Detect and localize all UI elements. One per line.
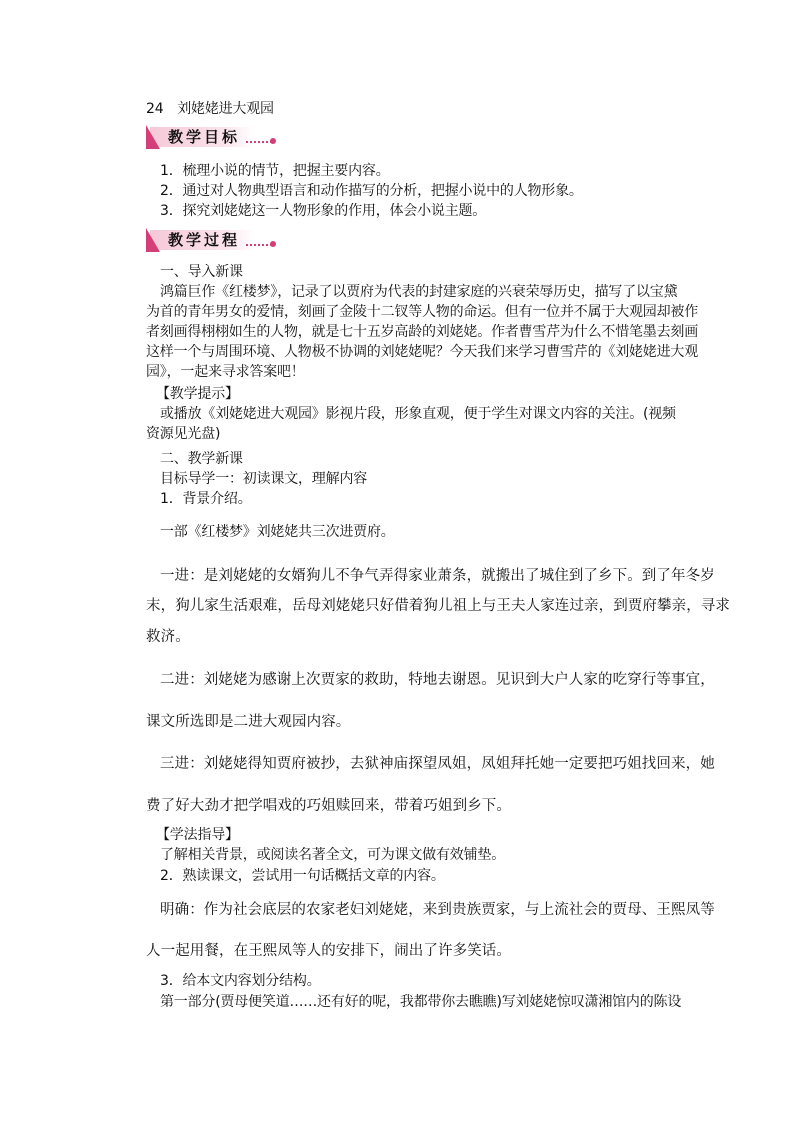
background-intro: 一部《红楼梦》刘姥姥共三次进贾府。	[160, 524, 395, 540]
numbered-item: 1．背景介绍。	[160, 491, 252, 507]
target-heading: 目标导学一：初读课文，理解内容	[160, 471, 367, 487]
part-heading: 一、导入新课	[160, 264, 243, 280]
structure-line: 第一部分(贾母便笑道……还有好的呢，我都带你去瞧瞧)写刘姥姥惊叹潇湘馆内的陈设	[160, 994, 682, 1010]
intro-line: 这样一个与周围环境、人物极不协调的刘姥姥呢？今天我们来学习曹雪芹的《刘姥姥进大观	[146, 344, 698, 360]
goal-item: 2．通过对人物典型语言和动作描写的分析，把握小说中的人物形象。	[160, 183, 583, 199]
goal-item: 3．探究刘姥姥这一人物形象的作用，体会小说主题。	[160, 203, 487, 219]
heading-dots	[246, 141, 272, 145]
visit-one-line: 一进：是刘姥姥的女婿狗儿不争气弄得家业萧条，就搬出了城住到了乡下。到了年冬岁	[160, 568, 715, 584]
heading-triangle-icon	[146, 228, 160, 252]
answer-line: 明确：作为社会底层的农家老妇刘姥姥，来到贵族贾家，与上流社会的贾母、王熙凤等	[160, 902, 715, 918]
tip-heading: 【教学提示】	[156, 386, 239, 402]
answer-line: 人一起用餐，在王熙凤等人的安排下，闹出了许多笑话。	[146, 943, 511, 959]
goal-item: 1．梳理小说的情节，把握主要内容。	[160, 163, 390, 179]
numbered-item: 2．熟读课文，尝试用一句话概括文章的内容。	[160, 868, 445, 884]
heading-triangle-icon	[146, 125, 160, 149]
method-heading: 【学法指导】	[156, 827, 239, 843]
heading-dots	[246, 244, 272, 248]
visit-three-line: 费了好大劲才把学唱戏的巧姐赎回来，带着巧姐到乡下。	[146, 798, 511, 814]
section-heading-goals	[146, 125, 270, 151]
part-heading: 二、教学新课	[160, 451, 243, 467]
intro-line: 园》，一起来寻求答案吧！	[146, 364, 305, 380]
intro-line: 者刻画得栩栩如生的人物，就是七十五岁高龄的刘姥姥。作者曹雪芹为什么不惜笔墨去刻画	[146, 324, 698, 340]
heading-dot-icon	[270, 138, 276, 144]
heading-label: 教学目标	[168, 128, 241, 146]
visit-three-line: 三进：刘姥姥得知贾府被抄，去狱神庙探望凤姐，凤姐拜托她一定要把巧姐找回来，她	[160, 756, 715, 772]
tip-line: 资源见光盘)	[146, 426, 221, 442]
heading-label: 教学过程	[168, 231, 241, 249]
heading-dot-icon	[270, 241, 276, 247]
tip-line: 或播放《刘姥姥进大观园》影视片段，形象直观，便于学生对课文内容的关注。(视频	[160, 406, 676, 422]
intro-line: 为首的青年男女的爱情，刻画了金陵十二钗等人物的命运。但有一位并不属于大观园却被作	[146, 304, 698, 320]
lesson-title: 24 刘姥姥进大观园	[146, 101, 274, 117]
visit-two-line: 课文所选即是二进大观园内容。	[146, 714, 351, 730]
method-text: 了解相关背景，或阅读名著全文，可为课文做有效铺垫。	[160, 847, 505, 863]
numbered-item: 3．给本文内容划分结构。	[160, 973, 321, 989]
intro-line: 鸿篇巨作《红楼梦》，记录了以贾府为代表的封建家庭的兴衰荣辱历史，描写了以宝黛	[160, 284, 678, 300]
visit-two-line: 二进：刘姥姥为感谢上次贾家的救助，特地去谢恩。见识到大户人家的吃穿行等事宜，	[160, 672, 715, 688]
visit-one-line: 救济。	[146, 629, 190, 645]
section-heading-process	[146, 228, 270, 254]
visit-one-line: 末，狗儿家生活艰难，岳母刘姥姥只好借着狗儿祖上与王夫人家连过亲，到贾府攀亲，寻求	[146, 598, 730, 614]
